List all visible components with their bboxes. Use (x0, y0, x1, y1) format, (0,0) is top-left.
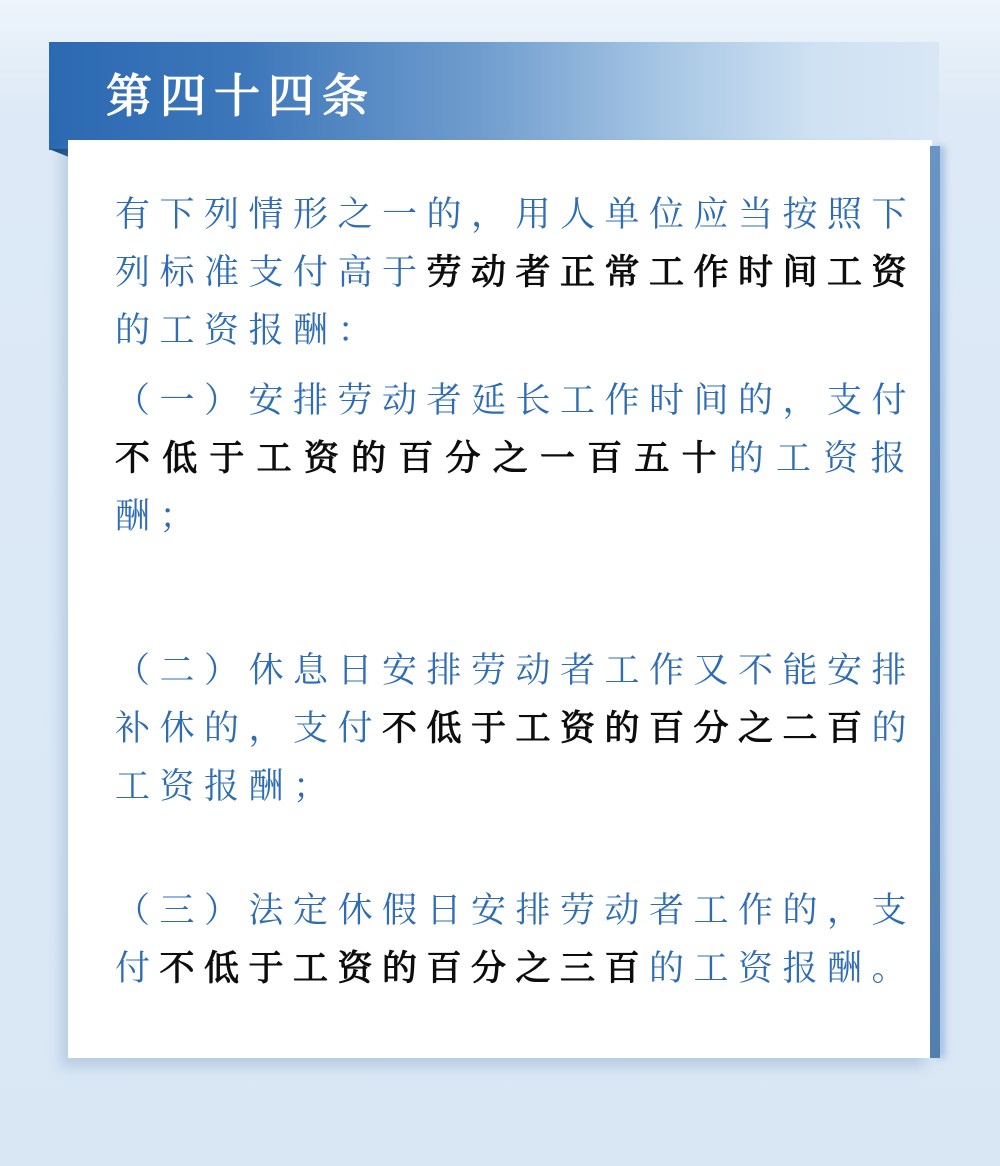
emphasis-text: 不低于工资的百分之三百 (159, 949, 650, 988)
body-text: 付 (115, 949, 160, 988)
text-line (115, 700, 915, 758)
text-line (115, 940, 915, 998)
paragraph (115, 642, 915, 816)
text-line (115, 882, 915, 940)
body-text: 工资报酬； (115, 767, 338, 806)
paragraph (115, 882, 915, 998)
body-text: （二）休息日安排劳动者工作又不能安排 (115, 651, 917, 690)
body-text: 的工资报酬： (115, 311, 383, 350)
card-right-edge-strip (930, 146, 940, 1058)
paragraph (115, 372, 915, 546)
emphasis-text: 不低于工资的百分之二百 (382, 709, 872, 748)
article-number-title: 第四十四条 (106, 70, 376, 122)
emphasis-text: 劳动者正常工作时间工资 (426, 253, 917, 292)
body-text: 有下列情形之一的，用人单位应当按照下 (115, 195, 917, 234)
body-text: 的 (871, 709, 917, 748)
article-banner (49, 42, 939, 150)
body-text: 补休的，支付 (115, 709, 383, 748)
body-text: （三）法定休假日安排劳动者工作的，支 (115, 891, 917, 930)
body-text: （一）安排劳动者延长工作时间的，支付 (115, 381, 917, 420)
text-line (115, 244, 915, 302)
text-line (115, 758, 915, 816)
text-line (115, 372, 915, 430)
body-text: 的工资报酬。 (649, 949, 917, 988)
body-text: 列标准支付高于 (115, 253, 427, 292)
emphasis-text: 不低于工资的百分之一百五十 (115, 439, 729, 478)
text-line (115, 430, 915, 488)
body-text: 的工资报 (728, 439, 915, 478)
text-line (115, 186, 915, 244)
body-text: 酬； (115, 497, 205, 536)
text-line (115, 488, 915, 546)
article-body (115, 186, 915, 998)
text-line (115, 642, 915, 700)
text-line (115, 302, 915, 360)
paragraph (115, 186, 915, 360)
